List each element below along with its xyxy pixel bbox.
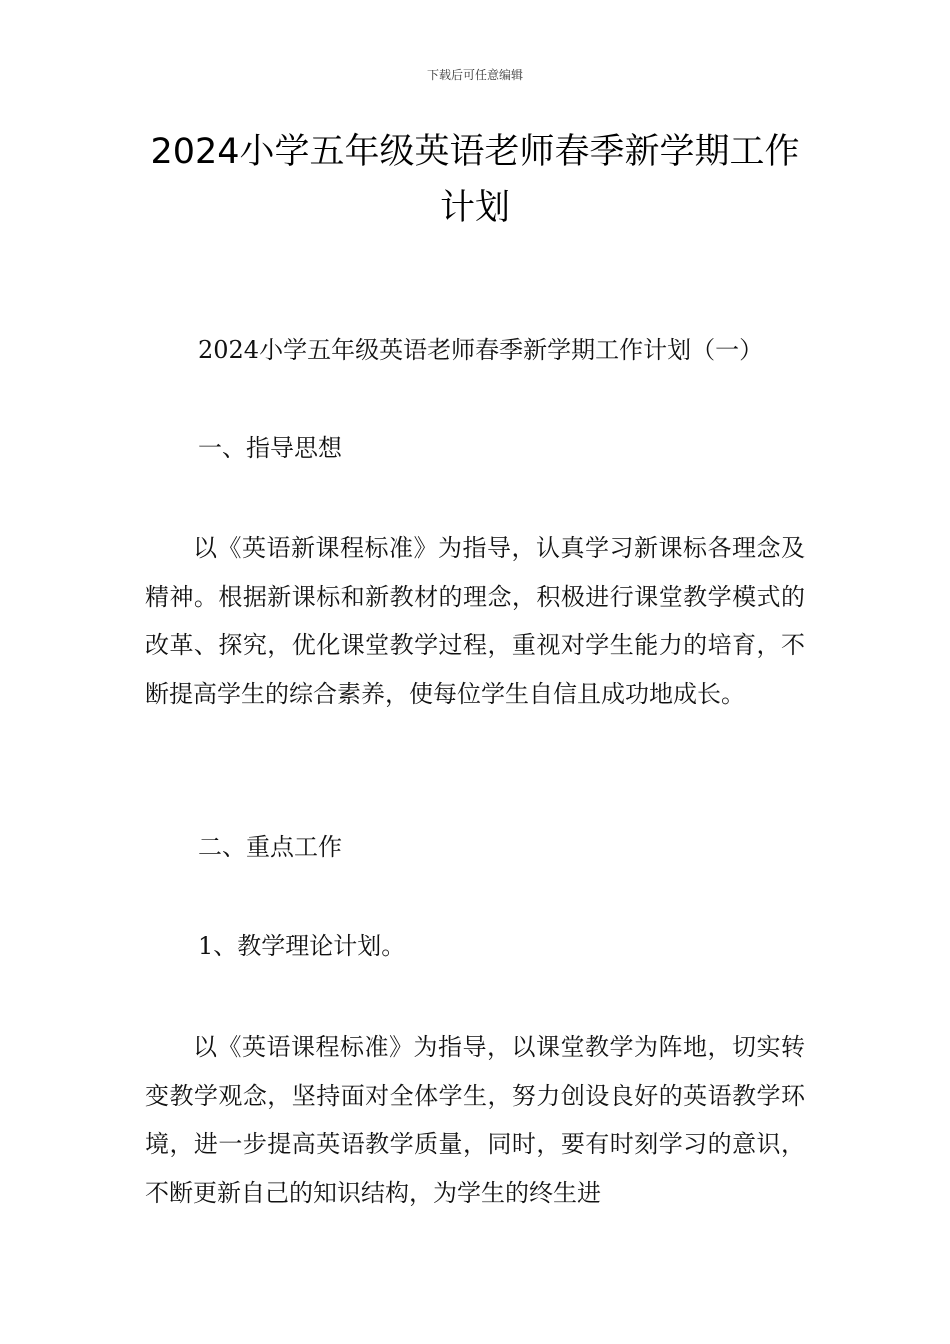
paragraph-guiding-ideology: 以《英语新课程标准》为指导，认真学习新课标各理念及精神。根据新课标和新教材的理念，积极进行课堂教学模式的改革、探究，优化课堂教学过程，重视对学生能力的培育，不断提高学生的综合素养，使每位学生自信且成功地成长。 [145,534,805,708]
header-note: 下载后可任意编辑 [426,68,523,82]
plan-subtitle: 2024小学五年级英语老师春季新学期工作计划（一） [198,336,764,364]
item-heading-teaching-theory-plan: 1、教学理论计划。 [198,932,406,960]
paragraph-teaching-theory-plan: 以《英语课程标准》为指导，以课堂教学为阵地，切实转变教学观念，坚持面对全体学生，努力创设良好的英语教学环境，进一步提高英语教学质量，同时，要有时刻学习的意识，不断更新自己的知识结构，为学生的终生进 [145,1033,805,1207]
document-title: 2024小学五年级英语老师春季新学期工作计划 [150,132,800,228]
section-heading-guiding-ideology: 一、指导思想 [198,434,342,462]
section-heading-key-work: 二、重点工作 [198,833,342,861]
